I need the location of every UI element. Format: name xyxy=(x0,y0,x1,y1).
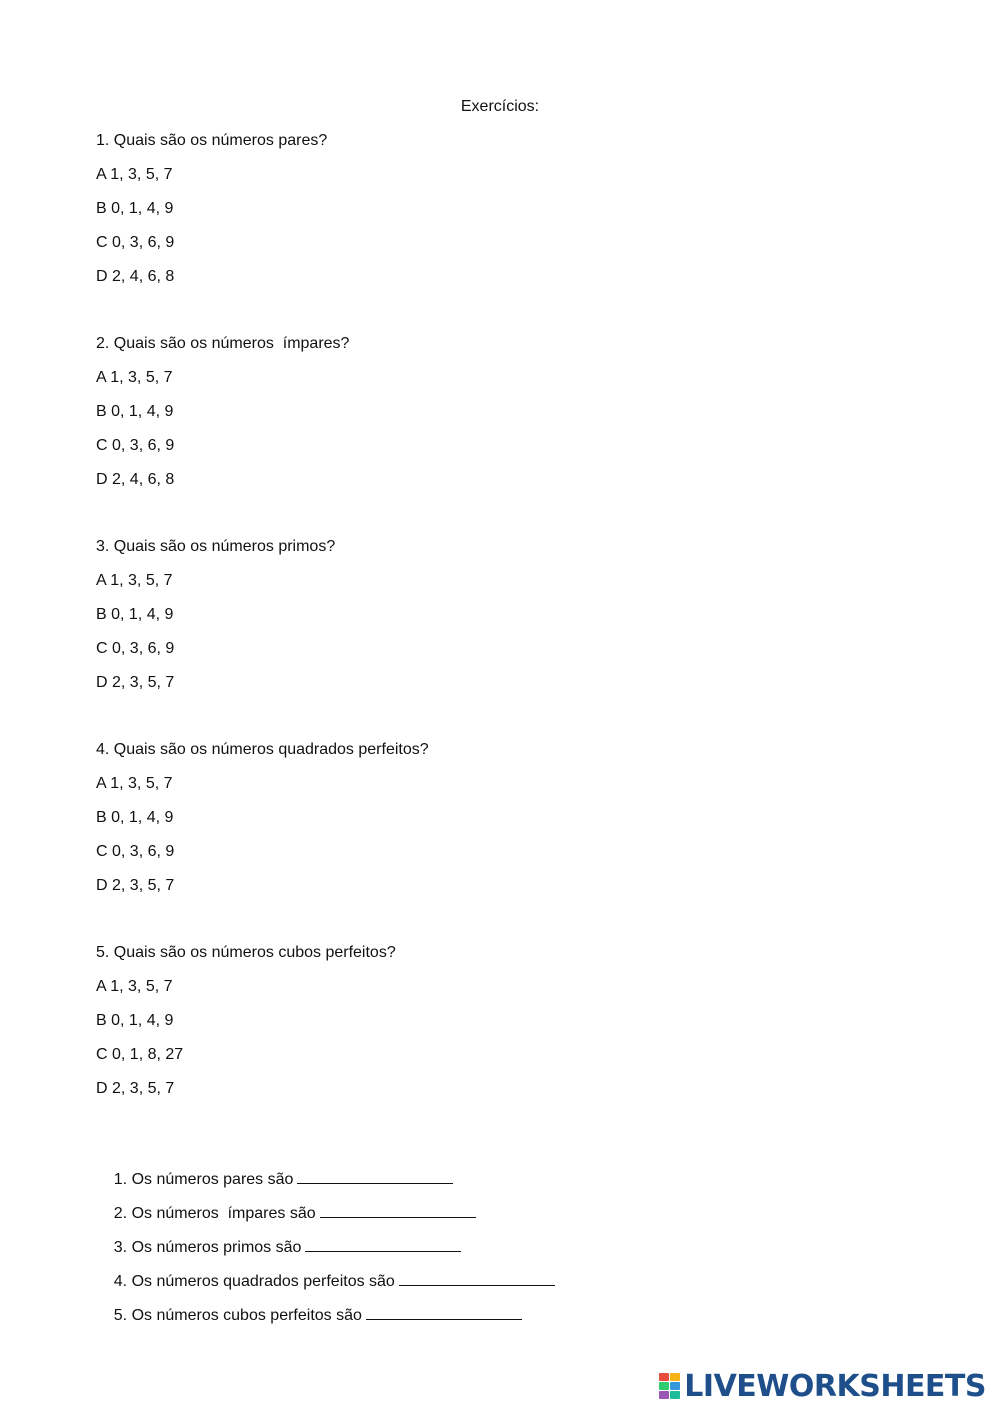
answer-option[interactable]: B 0, 1, 4, 9 xyxy=(96,200,174,217)
answer-option[interactable]: A 1, 3, 5, 7 xyxy=(96,775,173,792)
answer-option[interactable]: A 1, 3, 5, 7 xyxy=(96,978,173,995)
answer-option[interactable]: A 1, 3, 5, 7 xyxy=(96,166,173,183)
answer-option[interactable]: C 0, 3, 6, 9 xyxy=(96,640,175,657)
question-prompt: 3. Quais são os números primos? xyxy=(96,538,336,555)
page-title: Exercícios: xyxy=(460,98,540,115)
answer-option[interactable]: A 1, 3, 5, 7 xyxy=(96,369,173,386)
logo-text: LIVEWORKSHEETS xyxy=(684,1368,986,1404)
fill-in-label: 1. Os números pares são xyxy=(113,1171,294,1188)
liveworksheets-logo xyxy=(659,1368,986,1404)
answer-option[interactable]: D 2, 3, 5, 7 xyxy=(96,877,175,894)
answer-option[interactable]: B 0, 1, 4, 9 xyxy=(96,809,174,826)
answer-option[interactable]: D 2, 4, 6, 8 xyxy=(96,268,175,285)
question-prompt: 5. Quais são os números cubos perfeitos? xyxy=(96,944,396,961)
fill-in-blank[interactable] xyxy=(366,1303,522,1320)
answer-option[interactable]: D 2, 3, 5, 7 xyxy=(96,1080,175,1097)
question-prompt: 2. Quais são os números ímpares? xyxy=(96,335,350,352)
fill-in-label: 4. Os números quadrados perfeitos são xyxy=(113,1273,395,1290)
fill-in-label: 2. Os números ímpares são xyxy=(113,1205,316,1222)
answer-option[interactable]: C 0, 3, 6, 9 xyxy=(96,234,175,251)
fill-in-label: 3. Os números primos são xyxy=(113,1239,302,1256)
answer-option[interactable]: D 2, 4, 6, 8 xyxy=(96,471,175,488)
answer-option[interactable]: C 0, 3, 6, 9 xyxy=(96,843,175,860)
answer-option[interactable]: D 2, 3, 5, 7 xyxy=(96,674,175,691)
fill-in-label: 5. Os números cubos perfeitos são xyxy=(113,1307,362,1324)
question-prompt: 4. Quais são os números quadrados perfeitos? xyxy=(96,741,429,758)
question-prompt: 1. Quais são os números pares? xyxy=(96,132,328,149)
logo-mark-icon xyxy=(659,1373,680,1399)
answer-option[interactable]: B 0, 1, 4, 9 xyxy=(96,1012,174,1029)
answer-option[interactable]: B 0, 1, 4, 9 xyxy=(96,403,174,420)
answer-option[interactable]: C 0, 1, 8, 27 xyxy=(96,1046,184,1063)
fill-in-item xyxy=(96,1281,522,1349)
answer-option[interactable]: A 1, 3, 5, 7 xyxy=(96,572,173,589)
answer-option[interactable]: B 0, 1, 4, 9 xyxy=(96,606,174,623)
answer-option[interactable]: C 0, 3, 6, 9 xyxy=(96,437,175,454)
